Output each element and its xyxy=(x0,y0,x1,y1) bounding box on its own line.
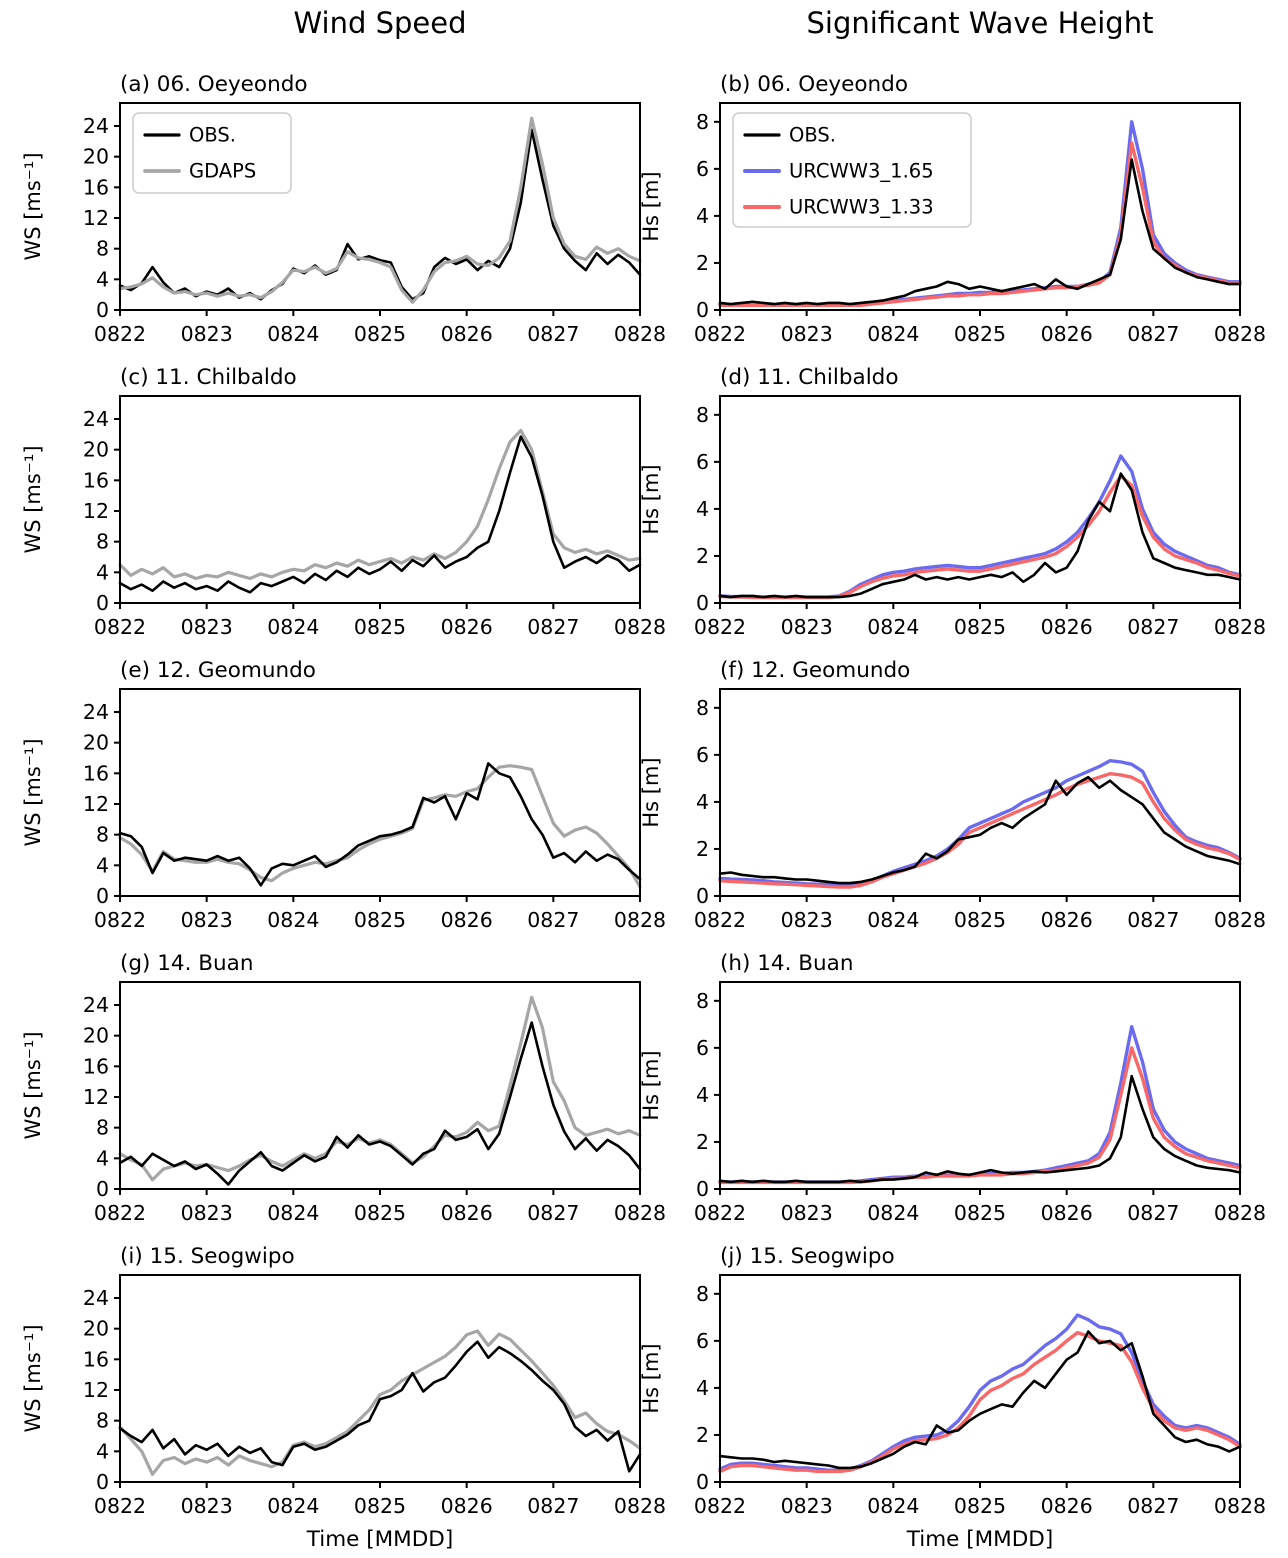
x-tick-label: 0822 xyxy=(93,908,147,932)
x-tick-label: 0828 xyxy=(613,1494,667,1518)
y-tick-label: 6 xyxy=(695,449,709,474)
y-tick-label: 2 xyxy=(695,1422,709,1447)
subplot-title-h: (h) 14. Buan xyxy=(720,951,854,976)
y-tick-label: 24 xyxy=(82,406,109,431)
x-axis-label: Time [MMDD] xyxy=(306,1527,454,1552)
subplot-title-e: (e) 12. Geomundo xyxy=(120,658,316,683)
y-tick-label: 20 xyxy=(82,1316,109,1341)
series-line-OBS- xyxy=(120,1023,640,1185)
legend xyxy=(133,113,291,193)
series-line-URCWW3_1-33 xyxy=(720,476,1240,598)
x-tick-label: 0826 xyxy=(1040,615,1093,639)
y-axis-label: Hs [m] xyxy=(639,1343,663,1414)
x-tick-label: 0823 xyxy=(180,322,233,346)
x-tick-label: 0822 xyxy=(93,1201,147,1225)
y-tick-label: 4 xyxy=(695,496,709,521)
subplot-h xyxy=(639,951,1266,1225)
x-tick-label: 0822 xyxy=(93,322,147,346)
subplot-d xyxy=(639,365,1266,639)
x-axis-label: Time [MMDD] xyxy=(906,1527,1054,1552)
y-axis-label: Hs [m] xyxy=(639,1050,663,1121)
x-tick-label: 0826 xyxy=(440,1201,493,1225)
x-tick-label: 0825 xyxy=(353,615,407,639)
series-line-OBS- xyxy=(720,474,1240,597)
x-tick-label: 0825 xyxy=(953,908,1007,932)
legend-label: OBS. xyxy=(789,123,836,147)
x-tick-label: 0828 xyxy=(1213,615,1267,639)
y-tick-label: 8 xyxy=(695,988,709,1013)
x-tick-label: 0828 xyxy=(1213,1201,1267,1225)
y-tick-label: 12 xyxy=(82,498,109,523)
y-tick-label: 16 xyxy=(82,468,109,493)
y-tick-label: 24 xyxy=(82,699,109,724)
legend xyxy=(733,113,971,227)
x-tick-label: 0826 xyxy=(1040,1201,1093,1225)
x-tick-label: 0823 xyxy=(180,908,233,932)
y-axis-label: Hs [m] xyxy=(639,757,663,828)
y-tick-label: 0 xyxy=(695,1176,709,1201)
x-tick-label: 0824 xyxy=(267,322,320,346)
subplot-title-g: (g) 14. Buan xyxy=(120,951,254,976)
y-tick-label: 16 xyxy=(82,1054,109,1079)
y-tick-label: 0 xyxy=(95,1469,109,1494)
y-tick-label: 8 xyxy=(695,695,709,720)
y-tick-label: 20 xyxy=(82,730,109,755)
x-tick-label: 0824 xyxy=(867,615,920,639)
y-tick-label: 4 xyxy=(95,560,109,585)
y-tick-label: 4 xyxy=(95,1146,109,1171)
y-tick-label: 0 xyxy=(695,297,709,322)
x-tick-label: 0822 xyxy=(693,908,747,932)
y-tick-label: 6 xyxy=(695,156,709,181)
x-tick-label: 0827 xyxy=(1127,615,1180,639)
y-tick-label: 4 xyxy=(95,267,109,292)
legend-label: URCWW3_1.33 xyxy=(789,195,934,219)
y-tick-label: 8 xyxy=(95,236,109,261)
subplot-title-b: (b) 06. Oeyeondo xyxy=(720,72,908,97)
axes-frame xyxy=(120,396,640,603)
y-axis-label: WS [ms⁻¹] xyxy=(21,445,45,554)
y-tick-label: 16 xyxy=(82,1347,109,1372)
y-tick-label: 8 xyxy=(95,1408,109,1433)
y-tick-label: 4 xyxy=(695,1082,709,1107)
x-tick-label: 0822 xyxy=(693,1201,747,1225)
x-tick-label: 0827 xyxy=(527,322,580,346)
series-line-OBS- xyxy=(120,1342,640,1472)
series-line-URCWW3_1-65 xyxy=(720,1315,1240,1470)
y-tick-label: 0 xyxy=(95,590,109,615)
series-line-OBS- xyxy=(120,437,640,593)
x-tick-label: 0828 xyxy=(613,908,667,932)
x-tick-label: 0827 xyxy=(527,1201,580,1225)
y-tick-label: 24 xyxy=(82,992,109,1017)
x-tick-label: 0824 xyxy=(867,908,920,932)
y-tick-label: 2 xyxy=(695,250,709,275)
y-tick-label: 4 xyxy=(695,1375,709,1400)
axes-frame xyxy=(120,689,640,896)
legend-label: GDAPS xyxy=(189,159,257,183)
x-tick-label: 0828 xyxy=(613,615,667,639)
subplot-c xyxy=(21,365,666,639)
y-tick-label: 0 xyxy=(95,297,109,322)
y-axis-label: Hs [m] xyxy=(639,171,663,242)
series-line-GDAPS xyxy=(120,766,640,887)
y-axis-label: WS [ms⁻¹] xyxy=(21,1031,45,1140)
subplot-g xyxy=(21,951,666,1225)
y-tick-label: 8 xyxy=(695,402,709,427)
x-tick-label: 0824 xyxy=(267,1494,320,1518)
legend-label: URCWW3_1.65 xyxy=(789,159,934,183)
y-tick-label: 12 xyxy=(82,205,109,230)
x-tick-label: 0823 xyxy=(780,908,833,932)
subplot-b xyxy=(639,72,1266,346)
y-tick-label: 4 xyxy=(95,853,109,878)
x-tick-label: 0826 xyxy=(1040,908,1093,932)
x-tick-label: 0828 xyxy=(1213,322,1267,346)
subplot-title-f: (f) 12. Geomundo xyxy=(720,658,911,683)
x-tick-label: 0824 xyxy=(867,322,920,346)
x-tick-label: 0825 xyxy=(953,615,1007,639)
series-line-OBS- xyxy=(120,763,640,885)
x-tick-label: 0822 xyxy=(93,615,147,639)
x-tick-label: 0826 xyxy=(440,908,493,932)
y-axis-label: Hs [m] xyxy=(639,464,663,535)
x-tick-label: 0825 xyxy=(353,1201,407,1225)
x-tick-label: 0825 xyxy=(353,322,407,346)
x-tick-label: 0825 xyxy=(953,1494,1007,1518)
y-tick-label: 20 xyxy=(82,1023,109,1048)
y-tick-label: 4 xyxy=(95,1439,109,1464)
x-tick-label: 0827 xyxy=(527,615,580,639)
y-tick-label: 20 xyxy=(82,144,109,169)
y-tick-label: 16 xyxy=(82,761,109,786)
x-tick-label: 0827 xyxy=(1127,322,1180,346)
y-tick-label: 24 xyxy=(82,113,109,138)
subplot-title-j: (j) 15. Seogwipo xyxy=(720,1244,895,1269)
series-line-GDAPS xyxy=(120,431,640,579)
series-line-GDAPS xyxy=(120,997,640,1180)
axes-frame xyxy=(720,982,1240,1189)
y-tick-label: 12 xyxy=(82,1084,109,1109)
x-tick-label: 0824 xyxy=(867,1201,920,1225)
y-tick-label: 0 xyxy=(695,590,709,615)
x-tick-label: 0828 xyxy=(613,322,667,346)
y-tick-label: 12 xyxy=(82,1377,109,1402)
y-tick-label: 20 xyxy=(82,437,109,462)
series-line-URCWW3_1-33 xyxy=(720,1333,1240,1472)
y-tick-label: 0 xyxy=(95,883,109,908)
series-line-URCWW3_1-65 xyxy=(720,761,1240,886)
legend-label: OBS. xyxy=(189,123,236,147)
y-tick-label: 0 xyxy=(695,1469,709,1494)
x-tick-label: 0824 xyxy=(267,1201,320,1225)
axes-frame xyxy=(120,982,640,1189)
subplot-i xyxy=(21,1244,666,1552)
y-tick-label: 8 xyxy=(695,109,709,134)
x-tick-label: 0822 xyxy=(693,615,747,639)
x-tick-label: 0822 xyxy=(693,322,747,346)
y-tick-label: 8 xyxy=(95,822,109,847)
subplot-j xyxy=(639,1244,1266,1552)
x-tick-label: 0827 xyxy=(527,1494,580,1518)
x-tick-label: 0824 xyxy=(267,908,320,932)
x-tick-label: 0826 xyxy=(1040,1494,1093,1518)
x-tick-label: 0828 xyxy=(1213,1494,1267,1518)
x-tick-label: 0823 xyxy=(180,615,233,639)
y-tick-label: 8 xyxy=(95,1115,109,1140)
x-tick-label: 0826 xyxy=(440,1494,493,1518)
x-tick-label: 0822 xyxy=(693,1494,747,1518)
series-line-URCWW3_1-33 xyxy=(720,1048,1240,1183)
y-axis-label: WS [ms⁻¹] xyxy=(21,738,45,847)
x-tick-label: 0823 xyxy=(780,1494,833,1518)
y-axis-label: WS [ms⁻¹] xyxy=(21,152,45,261)
subplot-a xyxy=(21,72,666,346)
axes-frame xyxy=(720,689,1240,896)
x-tick-label: 0826 xyxy=(440,322,493,346)
x-tick-label: 0828 xyxy=(1213,908,1267,932)
subplot-e xyxy=(21,658,666,932)
subplot-f xyxy=(639,658,1266,932)
series-line-URCWW3_1-65 xyxy=(720,1027,1240,1182)
subplot-title-c: (c) 11. Chilbaldo xyxy=(120,365,297,390)
x-tick-label: 0825 xyxy=(353,908,407,932)
y-tick-label: 24 xyxy=(82,1285,109,1310)
y-tick-label: 0 xyxy=(95,1176,109,1201)
y-tick-label: 4 xyxy=(695,789,709,814)
y-axis-label: WS [ms⁻¹] xyxy=(21,1324,45,1433)
y-tick-label: 2 xyxy=(695,836,709,861)
x-tick-label: 0825 xyxy=(953,322,1007,346)
x-tick-label: 0824 xyxy=(867,1494,920,1518)
x-tick-label: 0823 xyxy=(780,1201,833,1225)
y-tick-label: 0 xyxy=(695,883,709,908)
y-tick-label: 6 xyxy=(695,1328,709,1353)
y-tick-label: 2 xyxy=(695,543,709,568)
x-tick-label: 0826 xyxy=(1040,322,1093,346)
series-line-OBS- xyxy=(720,777,1240,883)
x-tick-label: 0825 xyxy=(353,1494,407,1518)
x-tick-label: 0827 xyxy=(1127,1494,1180,1518)
x-tick-label: 0826 xyxy=(440,615,493,639)
y-tick-label: 8 xyxy=(695,1281,709,1306)
x-tick-label: 0827 xyxy=(1127,908,1180,932)
subplot-title-i: (i) 15. Seogwipo xyxy=(120,1244,295,1269)
y-tick-label: 4 xyxy=(695,203,709,228)
axes-frame xyxy=(120,1275,640,1482)
y-tick-label: 8 xyxy=(95,529,109,554)
x-tick-label: 0827 xyxy=(1127,1201,1180,1225)
y-tick-label: 6 xyxy=(695,742,709,767)
y-tick-label: 16 xyxy=(82,175,109,200)
x-tick-label: 0823 xyxy=(780,615,833,639)
column-title-wave-height: Significant Wave Height xyxy=(806,6,1154,40)
x-tick-label: 0823 xyxy=(180,1201,233,1225)
x-tick-label: 0823 xyxy=(180,1494,233,1518)
y-tick-label: 6 xyxy=(695,1035,709,1060)
x-tick-label: 0824 xyxy=(267,615,320,639)
x-tick-label: 0822 xyxy=(93,1494,147,1518)
subplot-title-d: (d) 11. Chilbaldo xyxy=(720,365,899,390)
x-tick-label: 0828 xyxy=(613,1201,667,1225)
y-tick-label: 12 xyxy=(82,791,109,816)
x-tick-label: 0825 xyxy=(953,1201,1007,1225)
column-title-wind-speed: Wind Speed xyxy=(293,6,467,40)
axes-frame xyxy=(720,1275,1240,1482)
x-tick-label: 0823 xyxy=(780,322,833,346)
y-tick-label: 2 xyxy=(695,1129,709,1154)
x-tick-label: 0827 xyxy=(527,908,580,932)
subplot-title-a: (a) 06. Oeyeondo xyxy=(120,72,308,97)
